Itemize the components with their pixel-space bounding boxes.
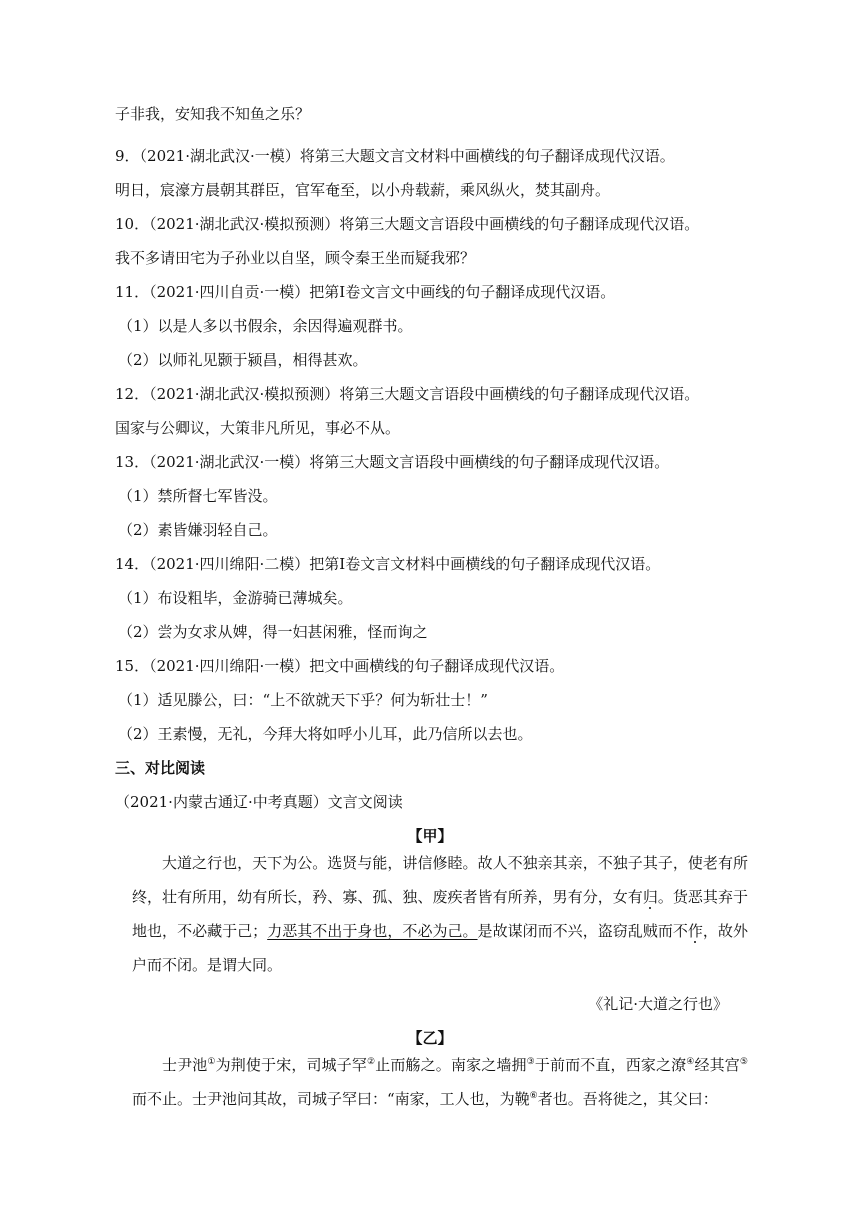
- passage-yi-text-part: 止而觞之。南家之墙拥: [375, 1056, 527, 1074]
- section-heading: 三、对比阅读: [115, 759, 206, 777]
- question-11-item-2: （2）以师礼见颢于颍昌，相得甚欢。: [118, 351, 368, 369]
- passage-jia-citation: 《礼记·大道之行也》: [588, 995, 728, 1013]
- question-10-sentence: 我不多请田宅为子孙业以自坚，顾令秦王坐而疑我邪？: [115, 249, 476, 267]
- passage-yi-text-part: 经其宫: [694, 1056, 740, 1074]
- question-15-item-2: （2）王素慢，无礼，今拜大将如呼小儿耳，此乃信所以去也。: [118, 725, 533, 743]
- passage-jia-text: [132, 846, 748, 982]
- emphasis-dot-char: 归: [642, 888, 658, 906]
- question-15-item-1: （1）适见滕公，曰：“上不欲就天下乎？何为斩壮士！”: [118, 691, 488, 709]
- footnote-marker: ⑤: [739, 1057, 748, 1067]
- question-9-sentence: 明日，宸濠方晨朝其群臣，官军奄至，以小舟载薪，乘风纵火，焚其副舟。: [115, 181, 611, 199]
- underlined-sentence: 力恶其不出于身也，不必为己。: [267, 922, 478, 940]
- section-source: （2021·内蒙古通辽·中考真题）文言文阅读: [115, 793, 403, 811]
- footnote-marker: ③: [526, 1057, 535, 1067]
- footnote-marker: ②: [367, 1057, 376, 1067]
- question-13-item-1: （1）禁所督七军皆没。: [118, 487, 278, 505]
- footnote-marker: ⑥: [529, 1091, 538, 1101]
- passage-jia-text-part: 。货恶其弃于地也，不必藏于己；: [132, 888, 748, 940]
- passage-jia-text-part: 大道之行也，天下为公。选贤与能，讲信修睦。故人不独亲其亲，不独子其子，使老有所终，壮有所用，幼有所长，矜、寡、孤、独、废疾者皆有所养，男有分，女有: [132, 854, 748, 906]
- answer-line: 子非我，安知我不知鱼之乐？: [115, 105, 311, 123]
- question-12: 12．（2021·湖北武汉·模拟预测）将第三大题文言语段中画横线的句子翻译成现代汉语。: [115, 385, 700, 403]
- question-13: 13．（2021·湖北武汉·一模）将第三大题文言语段中画横线的句子翻译成现代汉语。: [115, 453, 670, 471]
- passage-yi-text-part: 者也。吾将徙之，其父曰：: [537, 1090, 718, 1108]
- question-13-item-2: （2）素皆嫌羽轻自己。: [118, 521, 278, 539]
- passage-jia-text-part: ，故外户而不闭。是谓大同。: [132, 922, 748, 974]
- question-14: 14．（2021·四川绵阳·二模）把第Ⅰ卷文言文材料中画横线的句子翻译成现代汉语。: [115, 555, 661, 573]
- footnote-marker: ④: [686, 1057, 695, 1067]
- passage-yi-text: [132, 1048, 748, 1116]
- question-11: 11．（2021·四川自贡·一模）把第Ⅰ卷文言文中画线的句子翻译成现代汉语。: [115, 283, 616, 301]
- question-11-item-1: （1）以是人多以书假余，余因得遍观群书。: [118, 317, 413, 335]
- passage-yi-text-part: 而不止。士尹池问其故，司城子罕曰：“南家，工人也，为鞔: [132, 1090, 530, 1108]
- question-10: 10．（2021·湖北武汉·模拟预测）将第三大题文言语段中画横线的句子翻译成现代汉语。: [115, 215, 700, 233]
- passage-yi-text-part: 为荆使于宋，司城子罕: [215, 1056, 368, 1074]
- question-12-sentence: 国家与公卿议，大策非凡所见，事必不从。: [115, 419, 401, 437]
- emphasis-dot-char: 作: [687, 922, 703, 940]
- question-9: 9．（2021·湖北武汉·一模）将第三大题文言文材料中画横线的句子翻译成现代汉语。: [115, 147, 675, 165]
- question-14-item-1: （1）布设粗毕，金游骑已薄城矣。: [118, 589, 353, 607]
- question-15: 15．（2021·四川绵阳·一模）把文中画横线的句子翻译成现代汉语。: [115, 657, 565, 675]
- passage-yi-text-part: 于前而不直，西家之潦: [534, 1056, 687, 1074]
- footnote-marker: ①: [207, 1057, 216, 1067]
- passage-yi-text-part: 士尹池: [162, 1056, 208, 1074]
- passage-yi-title: 【乙】: [407, 1029, 453, 1047]
- passage-jia-title: 【甲】: [407, 827, 453, 845]
- question-14-item-2: （2）尝为女求从婢，得一妇甚闲雅，怪而询之: [118, 623, 428, 641]
- passage-jia-text-part: 是故谋闭而不兴，盗窃乱贼而不: [477, 922, 688, 940]
